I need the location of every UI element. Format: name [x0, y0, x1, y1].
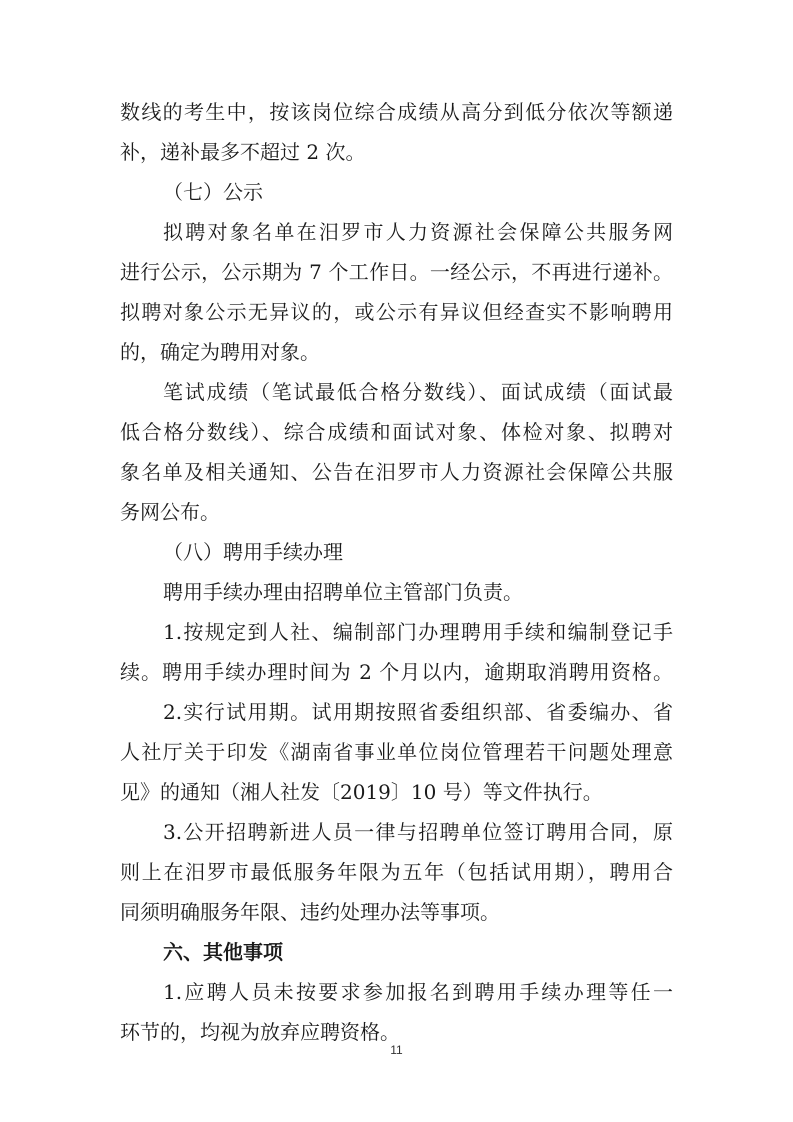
text-line-10: 象名单及相关通知、公告在汨罗市人力资源社会保障公共服 — [120, 460, 673, 484]
text-line-4: 拟聘对象名单在汨罗市人力资源社会保障公共服务网 — [163, 220, 673, 244]
text-line-5: 进行公示，公示期为 7 个工作日。一经公示，不再进行递补。 — [120, 260, 673, 284]
section-heading-employment: （八）聘用手续办理 — [163, 540, 343, 564]
section-heading-other-matters: 六、其他事项 — [163, 940, 283, 964]
text-line-1: 数线的考生中，按该岗位综合成绩从高分到低分依次等额递 — [120, 100, 673, 124]
text-line-16: 2.实行试用期。试用期按照省委组织部、省委编办、省 — [163, 700, 673, 724]
page-number: 11 — [390, 1043, 403, 1057]
text-line-20: 则上在汨罗市最低服务年限为五年（包括试用期），聘用合 — [120, 860, 673, 884]
text-line-17: 人社厅关于印发《湖南省事业单位岗位管理若干问题处理意 — [120, 740, 673, 764]
text-line-2: 补，递补最多不超过 2 次。 — [120, 140, 366, 164]
text-line-14: 1.按规定到人社、编制部门办理聘用手续和编制登记手 — [163, 620, 673, 644]
text-line-18: 见》的通知（湘人社发〔2019〕10 号）等文件执行。 — [120, 780, 603, 804]
text-line-23: 1.应聘人员未按要求参加报名到聘用手续办理等任一 — [163, 980, 673, 1004]
text-line-7: 的，确定为聘用对象。 — [120, 340, 320, 364]
text-line-6: 拟聘对象公示无异议的，或公示有异议但经查实不影响聘用 — [120, 300, 673, 324]
text-line-24: 环节的，均视为放弃应聘资格。 — [120, 1020, 400, 1044]
text-line-9: 低合格分数线）、综合成绩和面试对象、体检对象、拟聘对 — [120, 420, 673, 444]
text-line-15: 续。聘用手续办理时间为 2 个月以内，逾期取消聘用资格。 — [120, 660, 673, 684]
text-line-13: 聘用手续办理由招聘单位主管部门负责。 — [163, 580, 523, 604]
text-line-19: 3.公开招聘新进人员一律与招聘单位签订聘用合同，原 — [163, 820, 673, 844]
text-line-8: 笔试成绩（笔试最低合格分数线）、面试成绩（面试最 — [163, 380, 673, 404]
section-heading-publicity: （七）公示 — [163, 180, 263, 204]
text-line-11: 务网公布。 — [120, 500, 220, 524]
text-line-21: 同须明确服务年限、违约处理办法等事项。 — [120, 900, 500, 924]
